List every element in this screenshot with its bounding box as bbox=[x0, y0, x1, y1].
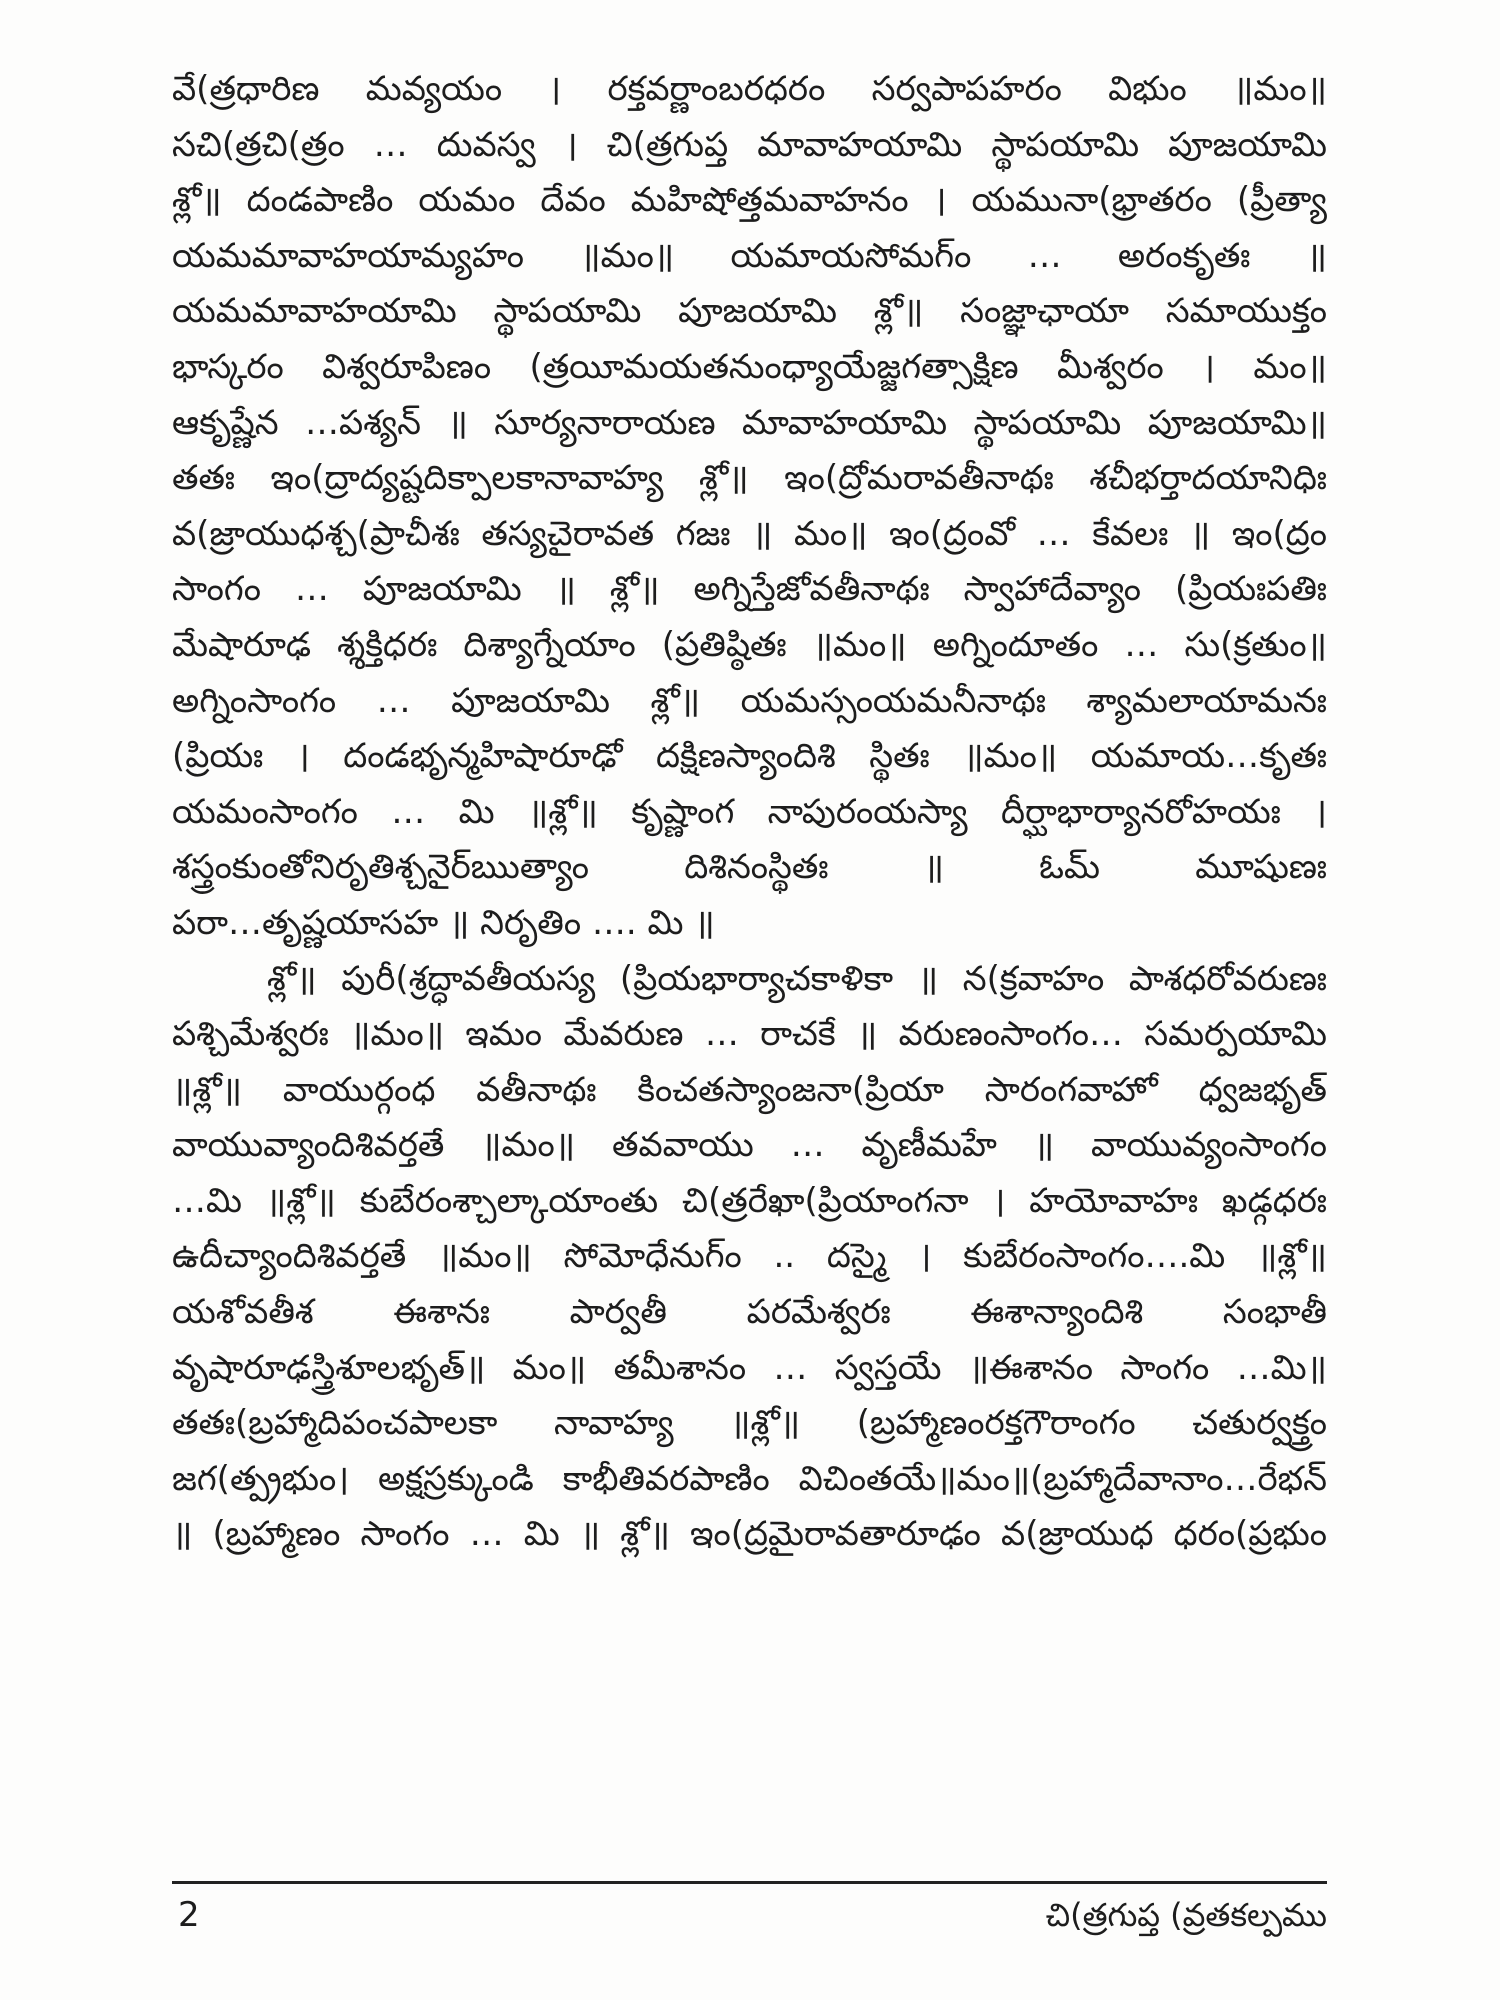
text-line-13: (ప్రియః । దండభృన్మహిషారూఢో దక్షిణస్యాందిశి స్థితః ॥మం॥ యమాయ…కృతః bbox=[172, 736, 1327, 777]
text-line-21: …మి ॥శ్లో॥ కుబేరంశ్చాల్కాయాంతు చి(త్రరేఖా(ప్రియాంగనా । హయోవాహః ఖడ్గధరః bbox=[172, 1180, 1327, 1221]
text-line-4: యమమావాహయామ్యహం ॥మం॥ యమాయసోమగ్ం … అరంకృతః ॥ bbox=[172, 235, 1327, 276]
text-line-3: శ్లో॥ దండపాణిం యమం దేవం మహిషోత్తమవాహనం । యమునా(భ్రాతరం (ప్రీత్యా bbox=[172, 180, 1327, 221]
text-line-17: శ్లో॥ పురీ(శ్రద్ధావతీయస్య (ప్రియభార్యాచకాళికా ॥ న(క్రవాహం పాశధరోవరుణః bbox=[267, 958, 1327, 999]
text-line-11: మేషారూఢ శ్శక్తిధరః దిశ్యాగ్నేయాం (ప్రతిష్ఠితః ॥మం॥ అగ్నిందూతం … సు(క్రతుం॥ bbox=[172, 624, 1327, 665]
text-line-16: పరా…తృష్ణయాసహ ॥ నిరృతిం …. మి ॥ bbox=[172, 902, 715, 943]
text-line-9: వ(జ్రాయుధశ్చ(ప్రాచీశః తస్యచైరావత గజః ॥ మం॥ ఇం(ద్రంవో … కేవలః ॥ ఇం(ద్రం bbox=[172, 513, 1327, 554]
main-text-block bbox=[172, 62, 1327, 1563]
text-line-25: తతః(బ్రహ్మాదిపంచపాలకా నావాహ్య ॥శ్లో॥ (బ్రహ్మాణంరక్తగౌరాంగం చతుర్వక్త్రం bbox=[172, 1403, 1327, 1444]
text-line-8: తతః ఇం(ద్రాద్యష్టదిక్పాలకానావాహ్య శ్లో॥ ఇం(ద్రోమరావతీనాథః శచీభర్తాదయానిధిః bbox=[172, 458, 1327, 499]
text-line-19: ॥శ్లో॥ వాయుర్గంధ వతీనాథః కించతస్యాంజనా(ప్రియా సారంగవాహో ధ్వజభృత్ bbox=[172, 1069, 1327, 1110]
text-line-14: యమంసాంగం … మి ॥శ్లో॥ కృష్ణాంగ నాపురంయస్యా దీర్ఘాభార్యానరోహయః । bbox=[172, 791, 1327, 832]
text-line-15: శస్త్రంకుంతోనిరృతిశ్చనైర్ఋత్యాం దిశినంస్థితః ॥ ఓమ్ మూషుణః bbox=[172, 847, 1327, 888]
text-line-22: ఉదీచ్యాందిశివర్తతే ॥మం॥ సోమోధేనుగ్ం .. దస్మై । కుబేరంసాంగం….మి ॥శ్లో॥ bbox=[172, 1236, 1327, 1277]
text-line-7: ఆకృష్ణేన …పశ్యన్ ॥ సూర్యనారాయణ మావాహయామి స్థాపయామి పూజయామి॥ bbox=[172, 402, 1327, 443]
text-line-18: పశ్చిమేశ్వరః ॥మం॥ ఇమం మేవరుణ … రాచకే ॥ వరుణంసాంగం… సమర్పయామి bbox=[172, 1014, 1327, 1055]
page-number: 2 bbox=[178, 1895, 200, 1935]
text-line-26: జగ(త్ప్రభుం। అక్షస్రక్కుండి కాభీతివరపాణిం విచింతయే॥మం॥(బ్రహ్మాదేవానాం…రేభన్ bbox=[172, 1458, 1327, 1499]
text-line-5: యమమావాహయామి స్థాపయామి పూజయామి శ్లో॥ సంజ్ఞాఛాయా సమాయుక్తం bbox=[172, 291, 1327, 332]
text-line-10: సాంగం … పూజయామి ॥ శ్లో॥ అగ్నిస్తేజోవతీనాథః స్వాహాదేవ్యాం (ప్రియఃపతిః bbox=[172, 569, 1327, 610]
running-title: చి(త్రగుప్త (వ్రతకల్పము bbox=[1045, 1896, 1327, 1934]
text-line-20: వాయువ్యాందిశివర్తతే ॥మం॥ తవవాయు … వృణీమహే ॥ వాయువ్యంసాంగం bbox=[172, 1125, 1327, 1166]
text-line-27: ॥ (బ్రహ్మాణం సాంగం … మి ॥ శ్లో॥ ఇం(ద్రమైరావతారూఢం వ(జ్రాయుధ ధరం(ప్రభుం bbox=[172, 1514, 1327, 1555]
text-line-23: యశోవతీశ ఈశానః పార్వతీ పరమేశ్వరః ఈశాన్యాందిశి సంభాతీ bbox=[172, 1292, 1327, 1333]
footer-rule bbox=[172, 1881, 1327, 1884]
text-line-12: అగ్నింసాంగం … పూజయామి శ్లో॥ యమస్సంయమనీనాథః శ్యామలాయామనః bbox=[172, 680, 1327, 721]
text-line-2: సచి(త్రచి(త్రం … దువస్వ । చి(త్రగుప్త మావాహయామి స్థాపయామి పూజయామి bbox=[172, 124, 1327, 165]
text-line-1: వే(త్రధారిణ మవ్యయం । రక్తవర్ణాంబరధరం సర్వపాపహరం విభుం ॥మం॥ bbox=[172, 69, 1327, 109]
text-line-6: భాస్కరం విశ్వరూపిణం (త్రయీమయతనుంధ్యాయేజ్జగత్సాక్షిణ మీశ్వరం । మం॥ bbox=[172, 346, 1327, 387]
text-line-24: వృషారూఢస్త్రిశూలభృత్॥ మం॥ తమీశానం … స్వస్తయే ॥ఈశానం సాంగం …మి॥ bbox=[172, 1347, 1327, 1388]
